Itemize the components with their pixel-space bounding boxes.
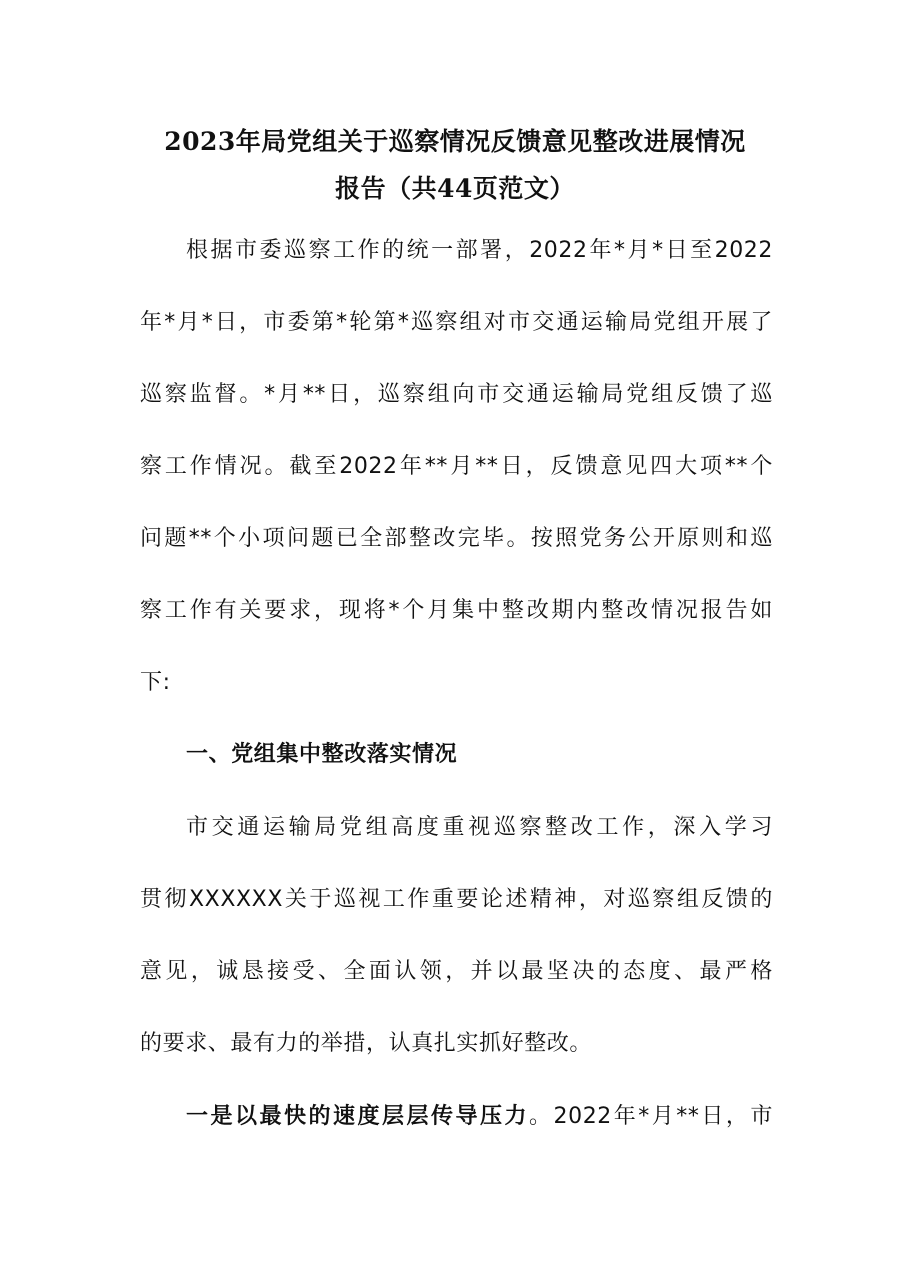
- document-title-line-1: 2023年局党组关于巡察情况反馈意见整改进展情况: [164, 127, 746, 156]
- paragraph-line: 巡察监督。*月**日，巡察组向市交通运输局党组反馈了巡: [140, 382, 773, 407]
- paragraph-line: 市交通运输局党组高度重视巡察整改工作，深入学习: [186, 815, 773, 840]
- paragraph-3-text: 。2022年*月**日，市: [529, 1104, 773, 1129]
- paragraph-line: 的要求、最有力的举措，认真扎实抓好整改。: [140, 1031, 593, 1056]
- section-heading-1: 一、党组集中整改落实情况: [186, 742, 458, 767]
- paragraph-line: 问题**个小项问题已全部整改完毕。按照党务公开原则和巡: [140, 526, 773, 551]
- paragraph-line: 年*月*日，市委第*轮第*巡察组对市交通运输局党组开展了: [140, 310, 773, 335]
- document-title-line-2: 报告（共44页范文）: [335, 174, 575, 203]
- paragraph-3-bold-lead: 一是以最快的速度层层传导压力: [186, 1103, 529, 1129]
- paragraph-line: 下:: [140, 670, 171, 695]
- paragraph-line: 根据市委巡察工作的统一部署，2022年*月*日至2022: [186, 238, 773, 263]
- paragraph-line: 贯彻XXXXXX关于巡视工作重要论述精神，对巡察组反馈的: [140, 887, 773, 912]
- paragraph-line: 察工作有关要求，现将*个月集中整改期内整改情况报告如: [140, 598, 773, 623]
- paragraph-3-line: [186, 1096, 773, 1137]
- paragraph-line: 意见，诚恳接受、全面认领，并以最坚决的态度、最严格: [140, 959, 773, 984]
- paragraph-line: 察工作情况。截至2022年**月**日，反馈意见四大项**个: [140, 454, 773, 479]
